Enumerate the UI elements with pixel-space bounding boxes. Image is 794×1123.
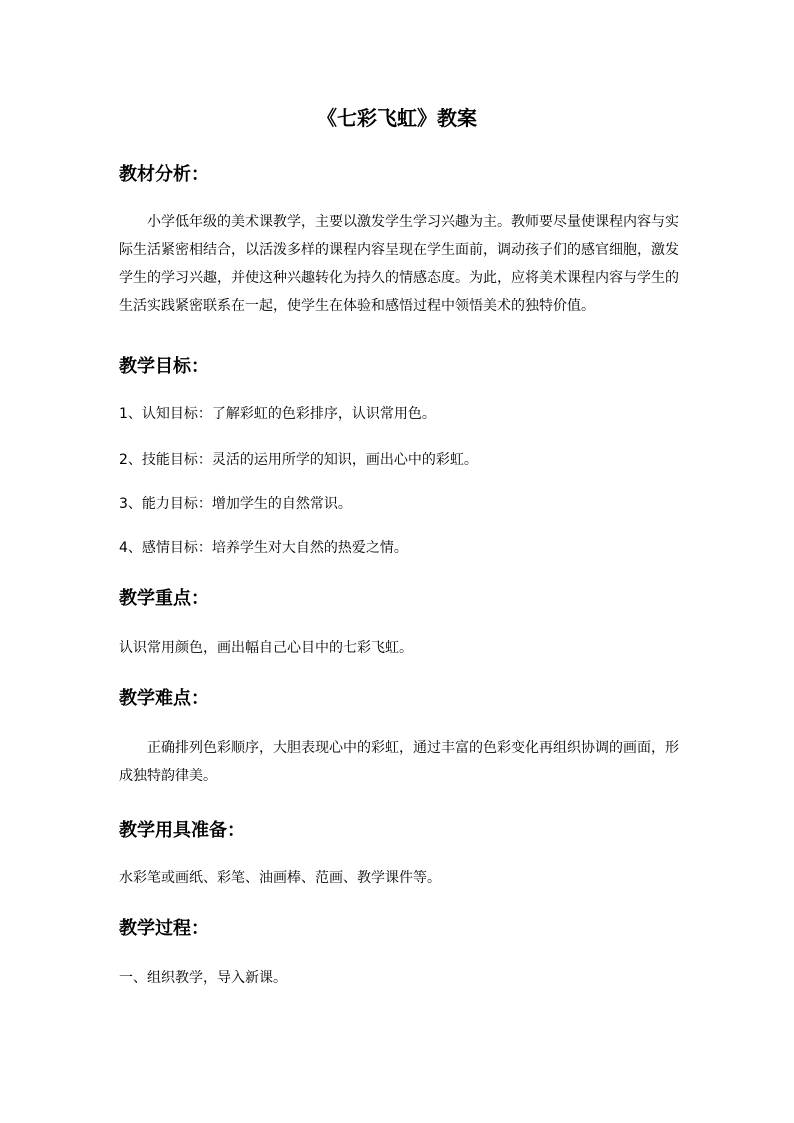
objective-item-2: 2、技能目标：灵活的运用所学的知识，画出心中的彩虹。 [119,452,478,468]
section-heading-process: 教学过程： [119,918,209,939]
section-heading-analysis: 教材分析： [119,164,209,185]
objective-item-1: 1、认知目标：了解彩虹的色彩排序，认识常用色。 [119,406,436,422]
objective-item-3: 3、能力目标：增加学生的自然常识。 [119,496,352,512]
objective-item-4: 4、感情目标：培养学生对大自然的热爱之情。 [119,540,408,556]
section-heading-objectives: 教学目标： [119,356,209,377]
section-heading-key-points: 教学重点： [119,588,209,609]
difficulties-paragraph: 正确排列色彩顺序，大胆表现心中的彩虹，通过丰富的色彩变化再组织协调的画面，形成独特韵律美。 [119,740,679,784]
key-points-text: 认识常用颜色，画出幅自己心目中的七彩飞虹。 [119,640,413,656]
process-step-1: 一、组织教学，导入新课。 [119,970,287,986]
document-title: 《七彩飞虹》教案 [317,106,477,130]
section-heading-difficulties: 教学难点： [119,688,209,709]
analysis-paragraph: 小学低年级的美术课教学，主要以激发学生学习兴趣为主。教师要尽量使课程内容与实际生活紧密相结合，以活泼多样的课程内容呈现在学生面前，调动孩子们的感官细胞，激发学生的学习兴趣，并使这种兴趣转化为持久的情感态度。为此，应将美术课程内容与学生的生活实践紧密联系在一起，使学生在体验和感悟过程中领悟美术的独特价值。 [119,214,679,314]
section-heading-materials: 教学用具准备： [119,820,245,841]
materials-text: 水彩笔或画纸、彩笔、油画棒、范画、教学课件等。 [119,870,441,886]
